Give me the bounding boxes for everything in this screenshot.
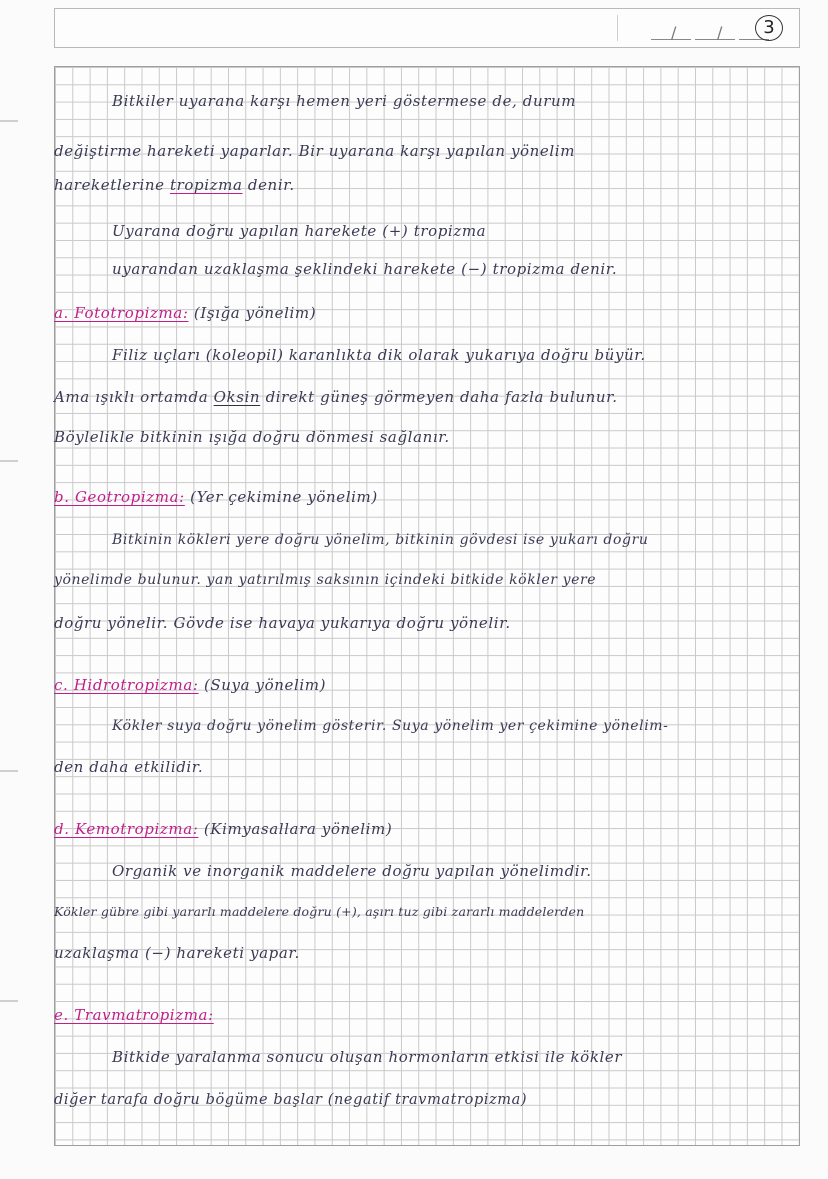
text-line: Bitkinin kökleri yere doğru yönelim, bitkinin gövdesi ise yukarı doğru — [112, 532, 649, 548]
section-title: e. Travmatropizma: — [54, 1006, 214, 1024]
text-fragment: direkt güneş görmeyen daha fazla bulunur. — [265, 388, 618, 406]
section-heading-c — [54, 676, 326, 694]
text-line: Bitkiler uyarana karşı hemen yeri göstermese de, durum — [112, 92, 577, 110]
section-heading-d — [54, 820, 392, 838]
section-subtitle: (Yer çekimine yönelim) — [190, 488, 378, 506]
text-line: Filiz uçları (koleopil) karanlıkta dik olarak yukarıya doğru büyür. — [112, 346, 646, 364]
section-subtitle: (Suya yönelim) — [203, 676, 327, 694]
text-line: uzaklaşma (−) hareketi yapar. — [54, 944, 300, 962]
punch-hole-mark — [0, 460, 18, 462]
text-line: den daha etkilidir. — [54, 758, 204, 776]
text-line — [54, 388, 814, 406]
text-line: Kökler suya doğru yönelim gösterir. Suya yönelim yer çekimine yönelim- — [112, 718, 669, 734]
text-line: diğer tarafa doğru bögüme başlar (negatif travmatropizma) — [54, 1092, 528, 1108]
section-heading-a — [54, 304, 316, 322]
text-line — [54, 176, 814, 194]
text-line: Böylelikle bitkinin ışığa doğru dönmesi sağlanır. — [54, 428, 450, 446]
section-title: a. Fototropizma: — [54, 304, 189, 322]
section-title: d. Kemotropizma: — [54, 820, 199, 838]
text-line: Kökler gübre gibi yararlı maddelere doğru (+), aşırı tuz gibi zararlı maddelerden — [54, 904, 585, 919]
text-line: doğru yönelir. Gövde ise havaya yukarıya doğru yönelir. — [54, 614, 511, 632]
key-term: Oksin — [213, 388, 261, 406]
page-number: 3 — [755, 15, 783, 41]
section-heading-b — [54, 488, 378, 506]
section-subtitle: (Işığa yönelim) — [193, 304, 317, 322]
page-header — [54, 8, 800, 48]
punch-hole-mark — [0, 770, 18, 772]
text-fragment: denir. — [247, 176, 295, 194]
header-divider — [617, 15, 618, 41]
text-line: Uyarana doğru yapılan harekete (+) tropizma — [112, 222, 487, 240]
text-line: Bitkide yaralanma sonucu oluşan hormonların etkisi ile kökler — [112, 1048, 623, 1066]
date-separator: / — [671, 23, 677, 42]
text-line: yönelimde bulunur. yan yatırılmış saksının içindeki bitkide kökler yere — [54, 572, 597, 588]
text-line: uyarandan uzaklaşma şeklindeki harekete (−) tropizma denir. — [112, 260, 618, 278]
text-fragment: hareketlerine — [54, 176, 165, 194]
key-term: tropizma — [170, 176, 243, 194]
section-title: b. Geotropizma: — [54, 488, 185, 506]
section-heading-e — [54, 1006, 214, 1024]
punch-hole-mark — [0, 120, 18, 122]
text-line: değiştirme hareketi yaparlar. Bir uyarana karşı yapılan yönelim — [54, 142, 576, 160]
section-subtitle: (Kimyasallara yönelim) — [203, 820, 393, 838]
text-line: Organik ve inorganik maddelere doğru yapılan yönelimdir. — [112, 862, 592, 880]
punch-hole-mark — [0, 1000, 18, 1002]
section-title: c. Hidrotropizma: — [54, 676, 199, 694]
date-separator: / — [717, 23, 723, 42]
text-fragment: Ama ışıklı ortamda — [54, 388, 209, 406]
